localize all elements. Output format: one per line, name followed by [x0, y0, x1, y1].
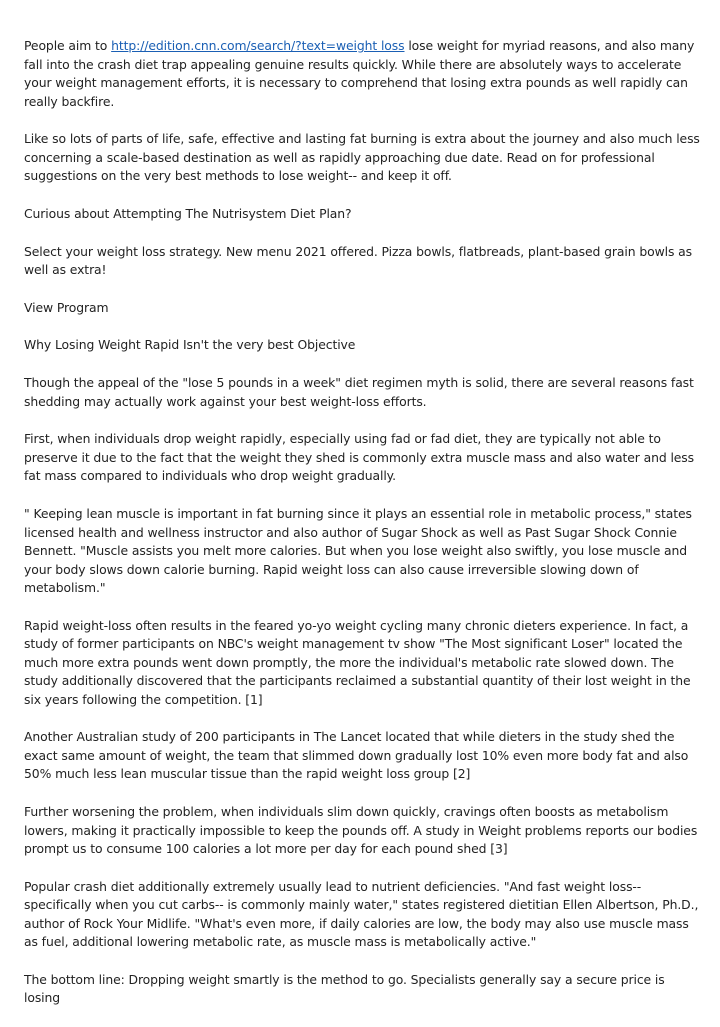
- paragraph-nutrient-deficiencies: Popular crash diet additionally extremely usually lead to nutrient deficiencies. "And fast weight loss-- specifically when you cut carbs-- is commonly mainly water," states registered dietitian Ellen Albertson, Ph.D., author of Rock Your Midlife. "What's even more, if daily calories are low, the body may also use muscle mass as fuel, additional lowering metabolic rate, as muscle mass is metabolically active.": [24, 878, 699, 950]
- paragraph-australian-study: Another Australian study of 200 participants in The Lancet located that while dieters in the study shed the exact same amount of weight, the team that slimmed down gradually lost 10% even more body fat and also 50% much less lean muscular tissue than the rapid weight loss group [2]: [24, 729, 689, 782]
- paragraph-heading-rapid: Why Losing Weight Rapid Isn't the very best Objective: [24, 337, 356, 353]
- paragraph-lean-muscle-quote: " Keeping lean muscle is important in fat burning since it plays an essential role in metabolic process," states licensed health and wellness instructor and also author of Sugar Shock as well as Past Sugar Shock Connie Bennett. "Muscle assists you melt more calories. But when you lose weight also swiftly, you lose muscle and your body slows down calorie burning. Rapid weight loss can also cause irreversible slowing down of metabolism.": [24, 506, 692, 595]
- paragraph-lose-5-pounds: Though the appeal of the "lose 5 pounds in a week" diet regimen myth is solid, there are several reasons fast shedding may actually work against your best weight-loss efforts.: [24, 375, 694, 409]
- paragraph-first-reason: First, when individuals drop weight rapidly, especially using fad or fad diet, they are typically not able to preserve it due to the fact that the weight they shed is commonly extra muscle mass and also water and less fat mass compared to individuals who drop weight gradually.: [24, 431, 695, 484]
- paragraph-yo-yo-study: Rapid weight-loss often results in the feared yo-yo weight cycling many chronic dieters experience. In fact, a study of former participants on NBC's weight management tv show "The Most significant Loser" located the much more extra pounds went down promptly, the more the individual's metabolic rate slowed down. The study additionally discovered that the participants reclaimed a substantial quantity of their lost weight in the six years following the competition. [1]: [24, 617, 691, 707]
- paragraph-intro: [24, 37, 700, 111]
- document-page: [24, 37, 700, 1027]
- paragraph-view-program: View Program: [24, 299, 109, 315]
- paragraph-select-strategy: Select your weight loss strategy. New menu 2021 offered. Pizza bowls, flatbreads, plant-based grain bowls as well as extra!: [24, 243, 692, 278]
- cnn-search-link[interactable]: http://edition.cnn.com/search/?text=weight loss: [111, 38, 405, 53]
- paragraph-cravings: Further worsening the problem, when individuals slim down quickly, cravings often boosts as metabolism lowers, making it practically impossible to keep the pounds off. A study in Weight problems reports our bodies prompt us to consume 100 calories a lot more per day for each pound shed [3]: [24, 804, 698, 857]
- paragraph-journey: Like so lots of parts of life, safe, effective and lasting fat burning is extra about the journey and also much less concerning a scale-based destination as well as rapidly approaching due date. Read on for professional suggestions on the very best methods to lose weight-- and keep it off.: [24, 131, 700, 184]
- paragraph-bottom-line: The bottom line: Dropping weight smartly is the method to go. Specialists generally say a secure price is losing: [24, 971, 665, 1006]
- paragraph-intro-lead: People aim to: [24, 38, 112, 53]
- paragraph-nutrisystem-question: Curious about Attempting The Nutrisystem Diet Plan?: [24, 205, 352, 221]
- paragraph-intro-rest: lose weight for myriad reasons, and also many fall into the crash diet trap appealing genuine results quickly. While there are absolutely ways to accelerate your weight management efforts, it is necessary to comprehend that losing extra pounds as well rapidly can really backfire.: [24, 38, 695, 109]
